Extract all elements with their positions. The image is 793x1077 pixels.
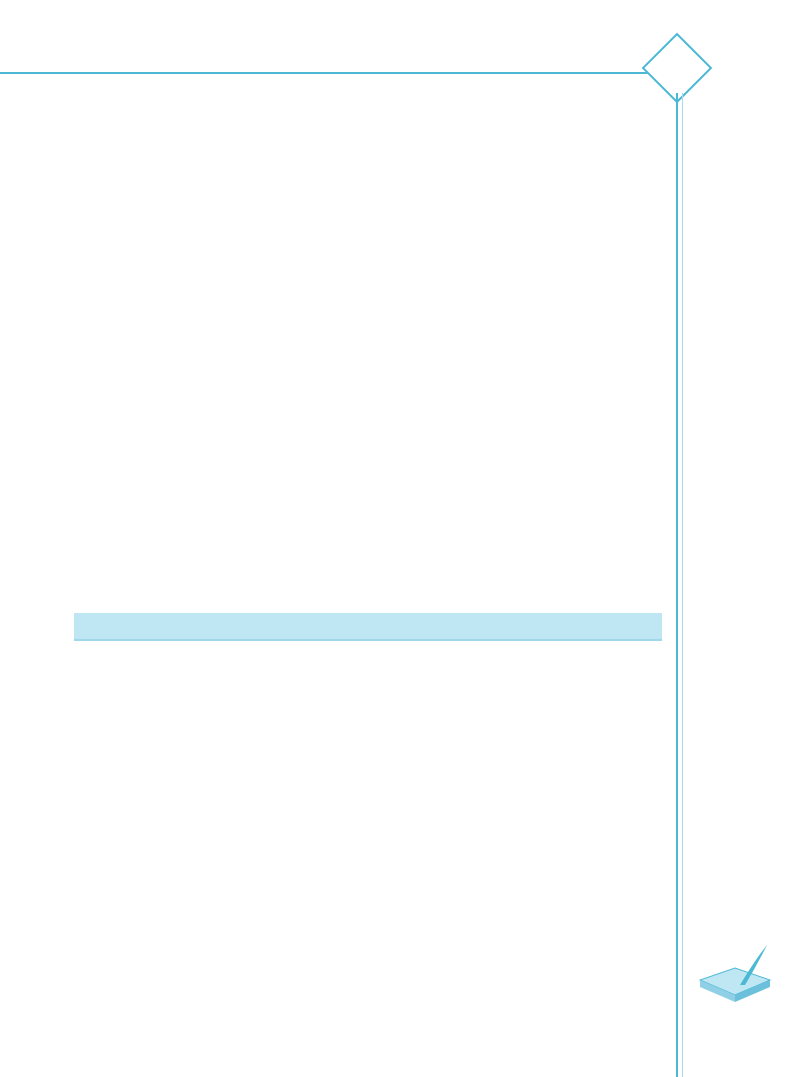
table-header-row xyxy=(74,613,662,640)
book-quill-icon xyxy=(695,940,775,1010)
margin-rule xyxy=(676,93,678,1077)
running-header xyxy=(0,60,600,75)
header-cell xyxy=(74,613,215,640)
healing-time-table xyxy=(74,613,662,641)
header-cell xyxy=(356,613,521,640)
header-cell xyxy=(215,613,356,640)
margin-rule-thin xyxy=(682,93,683,1077)
header-cell xyxy=(521,613,662,640)
